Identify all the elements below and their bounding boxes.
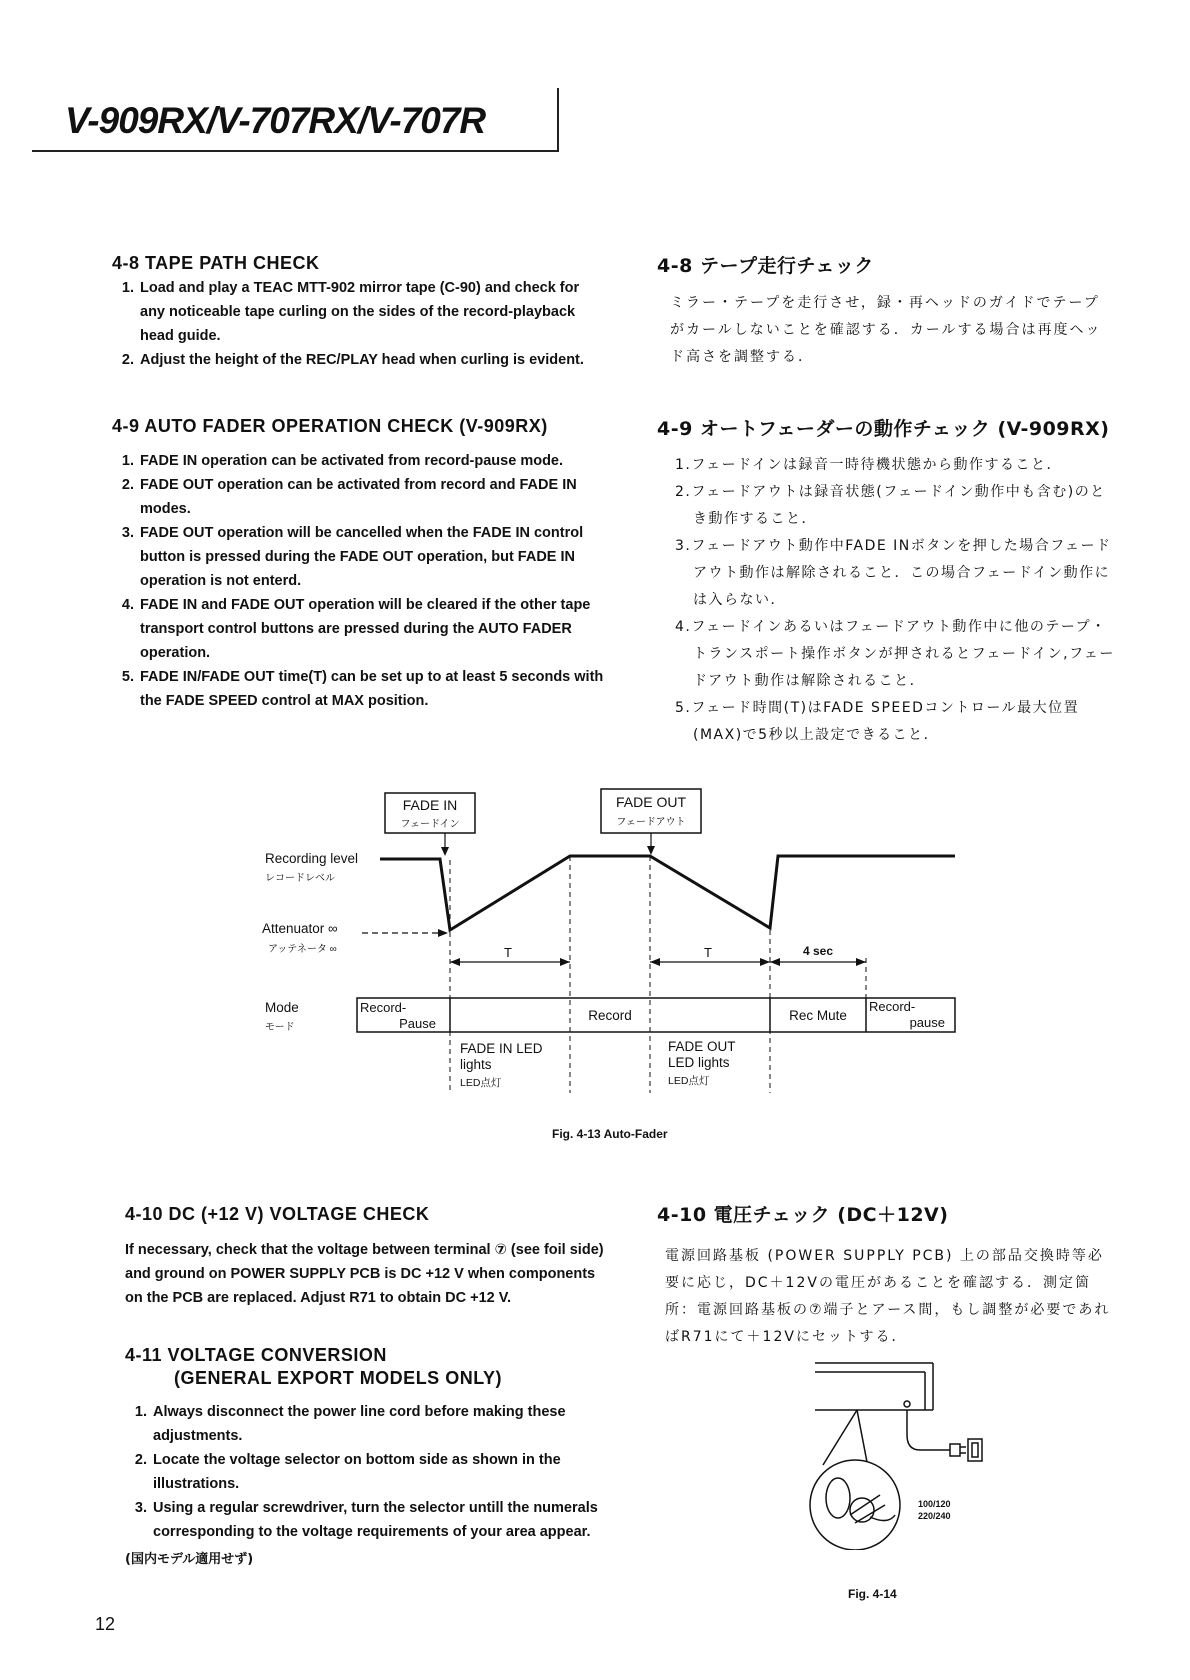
recording-level-jp-label: レコードレベル [265, 873, 335, 884]
page-number: 12 [95, 1614, 116, 1634]
t2-label: T [704, 945, 712, 960]
section-4-10-jp-text: 電源回路基板 (POWER SUPPLY PCB) 上の部品交換時等必要に応じ，DC＋12Vの電圧があることを確認する．測定箇所：電源回路基板の⑦端子とアース間，もし調整が必要であればR71にて＋12Vにセットする． [665, 1248, 1111, 1345]
auto-fader-diagram [0, 780, 1190, 1140]
section-4-8-jp-title: 4-8 テープ走行チェック [657, 255, 874, 277]
header-rule [32, 150, 559, 152]
fade-out-jp-label: フェードアウト [616, 817, 686, 828]
section-4-10-text: If necessary, check that the voltage between terminal ⑦ (see foil side) and ground on POWER SUPPLY PCB is DC +12 V when components on the PCB are replaced. Adjust R71 to obtain DC +12 V. [125, 1242, 604, 1306]
section-4-9-title: 4-9 AUTO FADER OPERATION CHECK (V-909RX) [112, 416, 548, 436]
section-4-11-jp-note: (国内モデル適用せず) [125, 1552, 254, 1567]
mode-record-pause-2b: pause [909, 1015, 945, 1030]
attenuator-jp-label: アッテネータ ∞ [268, 944, 337, 955]
section-4-9-jp-title: 4-9 オートフェーダーの動作チェック (V-909RX) [657, 418, 1110, 440]
list-item: 5.フェード時間(T)はFADE SPEEDコントロール最大位置(MAX)で5秒以上設定できること． [675, 700, 1080, 743]
list-item: 1. FADE IN operation can be activated from record-pause mode. [138, 449, 607, 473]
list-item: 3. Using a regular screwdriver, turn the selector untill the numerals corresponding to the voltage requirements of your area appear. [151, 1496, 605, 1544]
list-item: 2.フェードアウトは録音状態(フェードイン動作中も含む)のとき動作すること． [675, 484, 1106, 527]
mode-jp-label: モード [265, 1022, 295, 1033]
section-4-9-list [112, 449, 607, 713]
fade-out-label: FADE OUT [615, 794, 687, 810]
list-item: 5. FADE IN/FADE OUT time(T) can be set up to at least 5 seconds with the FADE SPEED control at MAX position. [138, 665, 607, 713]
section-4-10-jp-title: 4-10 電圧チェック (DC＋12V) [657, 1204, 949, 1226]
list-item: 1. Always disconnect the power line cord before making these adjustments. [151, 1400, 605, 1448]
list-item: 2. Adjust the height of the REC/PLAY head when curling is evident. [138, 348, 607, 372]
voltage-label-2: 220/240 [918, 1511, 951, 1521]
fade-in-jp-label: フェードイン [400, 819, 460, 830]
section-4-11-title: 4-11 VOLTAGE CONVERSION [125, 1345, 387, 1365]
mode-label: Mode [265, 1000, 299, 1015]
voltage-selector-illustration [800, 1355, 990, 1550]
fade-in-led-label-2: lights [460, 1057, 492, 1072]
mode-record: Record [588, 1008, 632, 1023]
fade-out-led-label-1: FADE OUT [668, 1039, 736, 1054]
section-4-8-jp-text: ミラー・テープを走行させ，録・再ヘッドのガイドでテープがカールしないことを確認する．カールする場合は再度ヘッド高さを調整する． [670, 295, 1102, 365]
voltage-label-1: 100/120 [918, 1499, 951, 1509]
section-4-11-subtitle: (GENERAL EXPORT MODELS ONLY) [174, 1368, 503, 1388]
mode-record-pause-2a: Record- [869, 999, 916, 1014]
mode-record-pause-1b: Pause [399, 1016, 436, 1031]
section-4-8-list [112, 276, 607, 372]
page-title: V-909RX/V-707RX/V-707R [65, 100, 486, 141]
section-4-9-jp-list [675, 452, 1115, 749]
list-item: 3. FADE OUT operation will be cancelled when the FADE IN control button is pressed during the FADE OUT operation, but FADE IN operation is not enterd. [138, 521, 607, 593]
list-item: 4.フェードインあるいはフェードアウト動作中に他のテープ・トランスポート操作ボタンが押されるとフェードイン,フェードアウト動作は解除されること． [675, 619, 1115, 689]
recording-level-label: Recording level [265, 851, 359, 866]
section-4-11-list [125, 1400, 605, 1544]
fig-4-13-caption: Fig. 4-13 Auto-Fader [552, 1127, 668, 1141]
mode-record-pause-1a: Record- [360, 1000, 407, 1015]
t1-label: T [504, 945, 512, 960]
header-vertical-rule [557, 88, 559, 150]
fade-in-led-jp-label: LED点灯 [460, 1077, 502, 1089]
list-item: 1.フェードインは録音一時待機状態から動作すること． [675, 457, 1062, 473]
section-4-8-title: 4-8 TAPE PATH CHECK [112, 253, 320, 273]
fade-in-label: FADE IN [402, 797, 458, 813]
level-waveform [380, 856, 955, 930]
fig-4-14-caption: Fig. 4-14 [848, 1587, 897, 1601]
list-item: 2. Locate the voltage selector on bottom side as shown in the illustrations. [151, 1448, 605, 1496]
fade-out-led-jp-label: LED点灯 [668, 1075, 710, 1087]
section-4-10-title: 4-10 DC (+12 V) VOLTAGE CHECK [125, 1204, 430, 1224]
fade-in-led-label-1: FADE IN LED [460, 1041, 543, 1056]
list-item: 3.フェードアウト動作中FADE INボタンを押した場合フェードアウト動作は解除されること．この場合フェードイン動作には入らない． [675, 538, 1112, 608]
fade-out-led-label-2: LED lights [668, 1055, 730, 1070]
four-sec-label: 4 sec [802, 944, 834, 958]
mode-rec-mute: Rec Mute [789, 1008, 847, 1023]
list-item: 2. FADE OUT operation can be activated from record and FADE IN modes. [138, 473, 607, 521]
list-item: 1. Load and play a TEAC MTT-902 mirror tape (C-90) and check for any noticeable tape curling on the sides of the record-playback head guide. [138, 276, 607, 348]
list-item: 4. FADE IN and FADE OUT operation will be cleared if the other tape transport control buttons are pressed during the AUTO FADER operation. [138, 593, 607, 665]
attenuator-label: Attenuator ∞ [262, 921, 338, 936]
